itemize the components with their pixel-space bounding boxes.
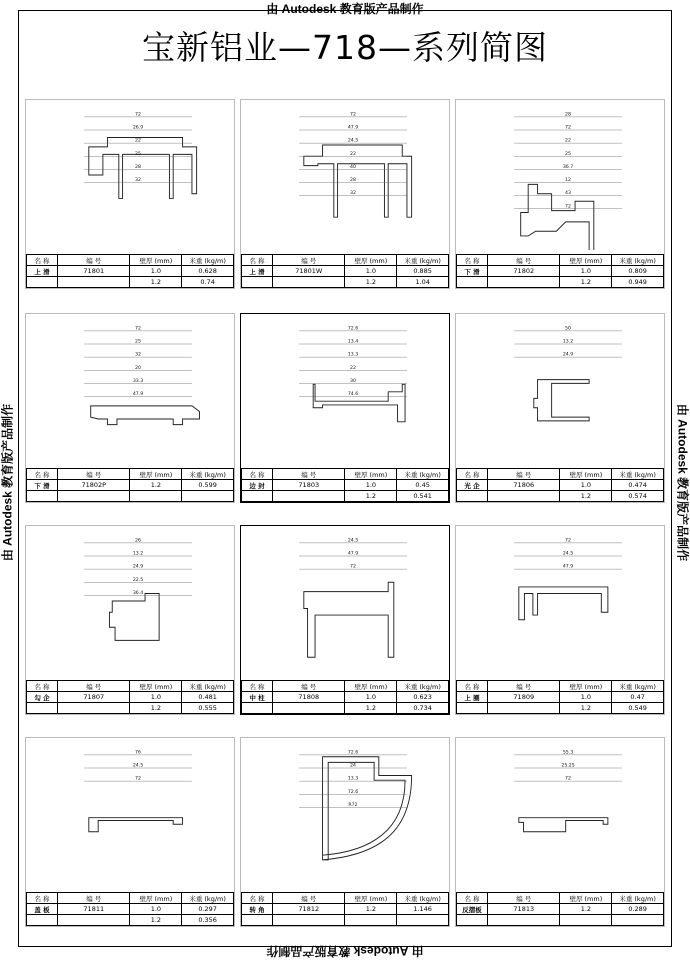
profile-outline <box>519 818 608 832</box>
wall-thickness: 1.2 <box>130 277 182 288</box>
dimension-label: 24.5 <box>563 551 573 557</box>
profile-drawing <box>26 738 236 888</box>
table-header: 名 称 <box>27 681 58 692</box>
table-header: 名 称 <box>457 469 488 480</box>
table-header: 壁厚 (mm) <box>345 681 397 692</box>
wall-thickness <box>560 915 612 926</box>
profile-name <box>457 277 488 288</box>
wall-thickness: 1.2 <box>560 904 612 915</box>
dimension-label: 22 <box>350 151 356 157</box>
dimension-label: 24.5 <box>133 763 143 769</box>
table-header: 壁厚 (mm) <box>560 893 612 904</box>
profile-drawing <box>241 738 451 888</box>
profile-drawing <box>241 526 451 676</box>
profile-drawing <box>241 100 451 250</box>
table-header: 名 称 <box>457 893 488 904</box>
table-row <box>27 692 234 703</box>
table-header: 名 称 <box>242 469 273 480</box>
table-row <box>242 491 449 502</box>
table-row <box>457 904 664 915</box>
wall-thickness: 1.2 <box>345 277 397 288</box>
profile-cell <box>25 525 235 715</box>
dimension-label: 72.6 <box>348 789 358 795</box>
wall-thickness: 1.2 <box>130 703 182 714</box>
dimension-label: 24.9 <box>563 352 573 358</box>
spec-table <box>456 254 664 288</box>
profile-drawing <box>456 314 666 464</box>
profile-name: 光 企 <box>457 480 488 491</box>
table-header: 名 称 <box>27 255 58 266</box>
wall-thickness: 1.2 <box>345 904 397 915</box>
dimension-label: 25 <box>135 339 141 345</box>
spec-table <box>241 892 449 926</box>
wall-thickness: 1.2 <box>130 480 182 491</box>
table-header: 编 号 <box>488 893 560 904</box>
dimension-label: 72 <box>350 111 356 117</box>
meter-weight: 0.474 <box>612 480 664 491</box>
table-header: 壁厚 (mm) <box>345 469 397 480</box>
dimension-label: 40 <box>350 164 356 170</box>
dimension-label: 30 <box>350 378 356 384</box>
dimension-label: 13.3 <box>348 352 358 358</box>
dimension-label: 13.2 <box>563 339 573 345</box>
dimension-label: 72 <box>565 537 571 543</box>
dimension-label: 24.5 <box>348 537 358 543</box>
table-row <box>242 480 449 491</box>
dimension-label: 28 <box>135 164 141 170</box>
table-header: 名 称 <box>242 893 273 904</box>
meter-weight <box>397 915 449 926</box>
profile-code: 71813 <box>488 904 560 915</box>
profile-code <box>273 491 345 502</box>
profile-drawing <box>241 314 451 464</box>
profile-cell <box>455 525 665 715</box>
profile-code: 71802P <box>58 480 130 491</box>
dimension-label: 22.5 <box>133 577 143 583</box>
profile-code: 71808 <box>273 692 345 703</box>
wall-thickness: 1.2 <box>130 915 182 926</box>
dimension-label: 13.4 <box>348 339 358 345</box>
dimension-label: 22 <box>135 138 141 144</box>
table-row <box>457 703 664 714</box>
profile-cell <box>25 313 235 503</box>
table-header: 壁厚 (mm) <box>130 893 182 904</box>
table-header: 米重 (kg/m) <box>612 255 664 266</box>
table-row <box>27 266 234 277</box>
dimension-label: 33.3 <box>133 378 143 384</box>
dimension-label: 26 <box>135 537 141 543</box>
profile-cell <box>455 313 665 503</box>
table-header: 壁厚 (mm) <box>130 681 182 692</box>
dimension-label: 26.9 <box>133 125 143 131</box>
meter-weight <box>182 491 234 502</box>
profile-name: 边 封 <box>242 480 273 491</box>
profile-name <box>27 915 58 926</box>
wall-thickness: 1.2 <box>560 277 612 288</box>
profile-name <box>27 703 58 714</box>
table-header: 米重 (kg/m) <box>397 469 449 480</box>
profile-outline <box>534 380 589 421</box>
table-header: 名 称 <box>457 681 488 692</box>
wall-thickness: 1.0 <box>130 692 182 703</box>
table-header: 米重 (kg/m) <box>182 681 234 692</box>
meter-weight: 0.949 <box>612 277 664 288</box>
table-header: 壁厚 (mm) <box>560 255 612 266</box>
spec-table <box>241 468 449 502</box>
table-header: 壁厚 (mm) <box>345 893 397 904</box>
table-row <box>457 491 664 502</box>
meter-weight: 0.356 <box>182 915 234 926</box>
profile-outline <box>519 587 608 620</box>
dimension-label: 25.25 <box>561 763 574 769</box>
dimension-label: 72 <box>565 203 571 209</box>
dimension-label: 47.9 <box>348 551 358 557</box>
meter-weight: 0.628 <box>182 266 234 277</box>
profile-code <box>58 491 130 502</box>
profile-outline <box>313 384 405 422</box>
meter-weight: 0.45 <box>397 480 449 491</box>
profile-drawing <box>456 738 666 888</box>
spec-table <box>241 680 449 714</box>
profile-cell <box>240 99 450 289</box>
dimension-label: 25 <box>135 151 141 157</box>
table-header: 编 号 <box>58 681 130 692</box>
table-header: 米重 (kg/m) <box>397 255 449 266</box>
table-header: 米重 (kg/m) <box>612 681 664 692</box>
profile-code <box>488 277 560 288</box>
meter-weight: 0.623 <box>397 692 449 703</box>
table-header: 米重 (kg/m) <box>182 469 234 480</box>
wall-thickness: 1.0 <box>130 266 182 277</box>
table-header: 壁厚 (mm) <box>130 255 182 266</box>
profile-outline <box>304 582 394 657</box>
profile-name <box>27 491 58 502</box>
profile-code <box>273 277 345 288</box>
dimension-label: 32 <box>350 190 356 196</box>
profile-name: 上 圈 <box>457 692 488 703</box>
table-row <box>27 480 234 491</box>
profile-code: 71802 <box>488 266 560 277</box>
page-title: 宝新铝业—718—系列简图 <box>0 22 690 69</box>
dimension-label: 76 <box>135 749 141 755</box>
table-header: 编 号 <box>273 681 345 692</box>
profile-code: 71801 <box>58 266 130 277</box>
wall-thickness: 1.0 <box>345 692 397 703</box>
table-row <box>27 904 234 915</box>
table-row <box>242 915 449 926</box>
watermark-top: 由 Autodesk 教育版产品制作 <box>0 0 690 17</box>
profile-code <box>488 915 560 926</box>
table-header: 名 称 <box>242 255 273 266</box>
profile-name <box>457 915 488 926</box>
meter-weight: 1.04 <box>397 277 449 288</box>
watermark-right: 由 Autodesk 教育版产品制作 <box>675 383 690 583</box>
table-header: 编 号 <box>58 893 130 904</box>
profile-outline <box>109 594 159 641</box>
table-row <box>457 266 664 277</box>
profile-code <box>488 491 560 502</box>
profile-name <box>457 703 488 714</box>
spec-table <box>26 892 234 926</box>
dimension-label: 24.5 <box>348 138 358 144</box>
profile-drawing <box>456 526 666 676</box>
meter-weight: 0.481 <box>182 692 234 703</box>
dimension-label: 72 <box>565 776 571 782</box>
dimension-label: 20 <box>135 365 141 371</box>
table-row <box>242 277 449 288</box>
table-row <box>457 480 664 491</box>
profile-cell <box>25 737 235 927</box>
dimension-label: 47.9 <box>563 564 573 570</box>
meter-weight: 0.549 <box>612 703 664 714</box>
spec-table <box>241 254 449 288</box>
profile-code: 71809 <box>488 692 560 703</box>
wall-thickness: 1.2 <box>345 491 397 502</box>
spec-table <box>456 892 664 926</box>
dimension-label: 47.9 <box>348 125 358 131</box>
wall-thickness: 1.0 <box>345 480 397 491</box>
wall-thickness: 1.2 <box>345 703 397 714</box>
table-row <box>242 904 449 915</box>
profile-code: 71807 <box>58 692 130 703</box>
table-row <box>457 277 664 288</box>
profile-name <box>27 277 58 288</box>
table-row <box>242 703 449 714</box>
meter-weight <box>612 915 664 926</box>
dimension-label: 72.6 <box>348 325 358 331</box>
profile-name <box>242 915 273 926</box>
meter-weight: 0.74 <box>182 277 234 288</box>
meter-weight: 0.809 <box>612 266 664 277</box>
wall-thickness <box>130 491 182 502</box>
profile-code <box>58 915 130 926</box>
dimension-label: R72 <box>348 802 357 808</box>
table-header: 编 号 <box>488 469 560 480</box>
wall-thickness: 1.2 <box>560 491 612 502</box>
table-row <box>27 703 234 714</box>
dimension-label: 74.6 <box>348 391 358 397</box>
table-header: 编 号 <box>58 255 130 266</box>
dimension-label: 32 <box>135 352 141 358</box>
spec-table <box>456 468 664 502</box>
profile-name: 反摺板 <box>457 904 488 915</box>
dimension-label: 13.2 <box>133 551 143 557</box>
wall-thickness: 1.0 <box>560 480 612 491</box>
spec-table <box>456 680 664 714</box>
meter-weight: 0.47 <box>612 692 664 703</box>
profile-outline <box>323 757 412 860</box>
dimension-label: 36.7 <box>563 164 573 170</box>
dimension-label: 22 <box>350 365 356 371</box>
wall-thickness: 1.0 <box>345 266 397 277</box>
table-header: 米重 (kg/m) <box>612 469 664 480</box>
spec-table <box>26 680 234 714</box>
profile-code <box>273 703 345 714</box>
table-header: 米重 (kg/m) <box>397 893 449 904</box>
profile-name: 上 滑 <box>242 266 273 277</box>
dimension-label: 24.9 <box>133 564 143 570</box>
table-header: 编 号 <box>273 255 345 266</box>
dimension-label: 28 <box>350 177 356 183</box>
meter-weight: 0.541 <box>397 491 449 502</box>
profile-name: 盖 板 <box>27 904 58 915</box>
watermark-bottom: 由 Autodesk 教育版产品制作 <box>0 943 690 960</box>
table-header: 米重 (kg/m) <box>182 893 234 904</box>
dimension-label: 24 <box>350 763 356 769</box>
table-header: 编 号 <box>58 469 130 480</box>
dimension-label: 47.9 <box>133 391 143 397</box>
wall-thickness <box>345 915 397 926</box>
profile-code <box>488 703 560 714</box>
profile-code: 71803 <box>273 480 345 491</box>
profile-outline <box>89 818 183 832</box>
profile-cell <box>240 525 450 715</box>
dimension-label: 55.3 <box>563 749 573 755</box>
table-header: 编 号 <box>273 893 345 904</box>
profile-name: 下 滑 <box>457 266 488 277</box>
profile-cell <box>240 737 450 927</box>
dimension-label: 50 <box>565 325 571 331</box>
table-row <box>242 692 449 703</box>
meter-weight: 1.146 <box>397 904 449 915</box>
profile-name <box>457 491 488 502</box>
profile-outline <box>304 145 412 217</box>
wall-thickness: 1.0 <box>560 266 612 277</box>
table-row <box>457 692 664 703</box>
profile-drawing <box>26 100 236 250</box>
watermark-left: 由 Autodesk 教育版产品制作 <box>0 383 16 583</box>
meter-weight: 0.289 <box>612 904 664 915</box>
profile-code: 71811 <box>58 904 130 915</box>
profile-cell <box>240 313 450 503</box>
dimension-label: 72.6 <box>348 749 358 755</box>
profile-cell <box>25 99 235 289</box>
spec-table <box>26 254 234 288</box>
profile-code: 71806 <box>488 480 560 491</box>
profile-code <box>58 703 130 714</box>
profile-code: 71812 <box>273 904 345 915</box>
table-header: 名 称 <box>27 469 58 480</box>
meter-weight: 0.599 <box>182 480 234 491</box>
profile-name <box>242 491 273 502</box>
dimension-label: 32 <box>135 177 141 183</box>
dimension-label: 28 <box>565 111 571 117</box>
dimension-label: 22 <box>565 138 571 144</box>
table-header: 壁厚 (mm) <box>560 681 612 692</box>
table-header: 壁厚 (mm) <box>560 469 612 480</box>
table-header: 编 号 <box>488 681 560 692</box>
profile-name <box>242 703 273 714</box>
profile-drawing <box>26 526 236 676</box>
wall-thickness: 1.0 <box>560 692 612 703</box>
profile-code <box>273 915 345 926</box>
profile-cell <box>455 737 665 927</box>
profile-code <box>58 277 130 288</box>
table-header: 米重 (kg/m) <box>612 893 664 904</box>
dimension-label: 36.4 <box>133 590 143 596</box>
profile-code: 71801W <box>273 266 345 277</box>
profile-drawing <box>456 100 666 250</box>
table-row <box>27 915 234 926</box>
meter-weight: 0.555 <box>182 703 234 714</box>
profile-outline <box>91 406 200 425</box>
table-row <box>457 915 664 926</box>
meter-weight: 0.885 <box>397 266 449 277</box>
profile-name: 下 滑 <box>27 480 58 491</box>
dimension-label: 12 <box>565 177 571 183</box>
meter-weight: 0.734 <box>397 703 449 714</box>
profile-outline <box>521 184 594 250</box>
dimension-label: 72 <box>135 776 141 782</box>
table-row <box>27 491 234 502</box>
table-row <box>242 266 449 277</box>
table-header: 编 号 <box>273 469 345 480</box>
dimension-label: 25 <box>565 151 571 157</box>
meter-weight: 0.297 <box>182 904 234 915</box>
table-header: 名 称 <box>27 893 58 904</box>
spec-table <box>26 468 234 502</box>
table-header: 编 号 <box>488 255 560 266</box>
table-header: 名 称 <box>457 255 488 266</box>
table-header: 壁厚 (mm) <box>345 255 397 266</box>
table-row <box>27 277 234 288</box>
profile-name <box>242 277 273 288</box>
table-header: 壁厚 (mm) <box>130 469 182 480</box>
meter-weight: 0.574 <box>612 491 664 502</box>
dimension-label: 72 <box>565 125 571 131</box>
dimension-label: 72 <box>135 111 141 117</box>
profile-cell <box>455 99 665 289</box>
table-header: 名 称 <box>242 681 273 692</box>
profile-outline <box>89 138 197 199</box>
profile-name: 上 滑 <box>27 266 58 277</box>
dimension-label: 13.3 <box>348 776 358 782</box>
profile-name: 勾 企 <box>27 692 58 703</box>
profile-name: 转 角 <box>242 904 273 915</box>
dimension-label: 43 <box>565 190 571 196</box>
dimension-label: 72 <box>135 325 141 331</box>
table-header: 米重 (kg/m) <box>397 681 449 692</box>
profile-name: 中 柱 <box>242 692 273 703</box>
dimension-label: 72 <box>350 564 356 570</box>
wall-thickness: 1.2 <box>560 703 612 714</box>
table-header: 米重 (kg/m) <box>182 255 234 266</box>
profile-drawing <box>26 314 236 464</box>
wall-thickness: 1.0 <box>130 904 182 915</box>
